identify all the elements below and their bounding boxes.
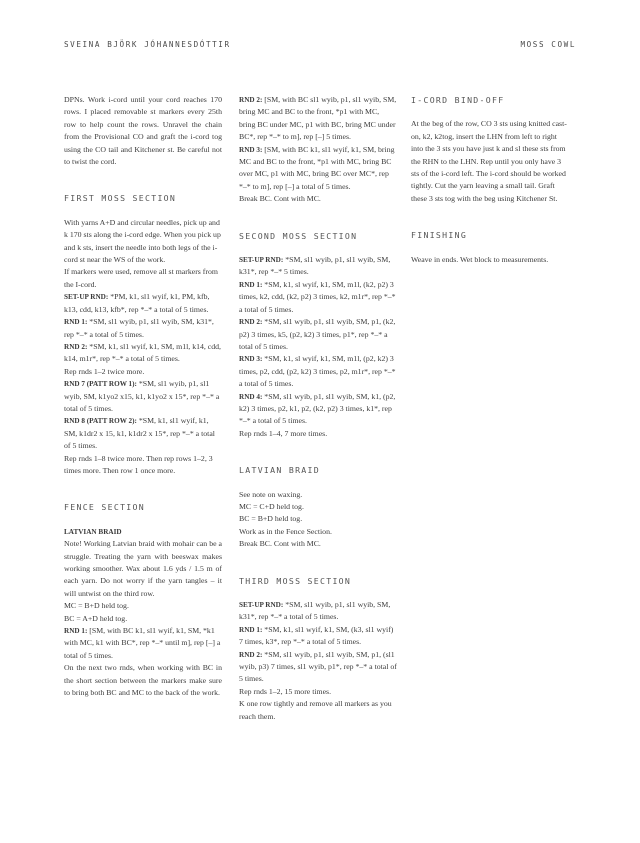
paragraph: If markers were used, remove all st markers from the I-cord. <box>64 267 218 289</box>
instruction-rnd-2 <box>64 341 222 366</box>
instruction-setup-rnd <box>239 599 397 624</box>
instruction-label: RND 4: <box>239 392 263 401</box>
paragraph: See note on waxing. <box>239 489 303 499</box>
instruction-rnd-3 <box>239 353 397 390</box>
paragraph: Break BC. Cont with MC. <box>239 539 321 549</box>
instruction-text: *SM, k1, sl1 wyif, k1, SM, (k3, sl1 wyif) 7 times, k3*, rep *–* a total of 5 times. <box>239 624 394 647</box>
instruction-label: RND 3: <box>239 355 263 364</box>
paragraph: Rep rnds 1–2, 15 more times. <box>239 686 332 696</box>
section-heading-latvian-braid: LATVIAN BRAID <box>239 465 320 476</box>
instruction-label: RND 1: <box>64 627 88 636</box>
running-head-author: SVEINA BJÖRK JÓHANNESDÓTTIR <box>64 40 231 49</box>
column-1 <box>64 94 222 699</box>
instruction-text: *SM, sl1 wyib, p1, sl1 wyib, SM, k31*, rep *–* a total of 5 times. <box>64 317 214 339</box>
section-heading-icord-bind-off: I-CORD BIND-OFF <box>411 95 505 105</box>
paragraph: BC = A+D held tog. <box>64 613 128 623</box>
instruction-label: SET-UP RND: <box>239 256 284 265</box>
instruction-label: SET-UP RND: <box>64 293 109 302</box>
instruction-label: RND 8 (PATT ROW 2): <box>64 417 137 426</box>
instruction-label: RND 1: <box>64 318 88 327</box>
instruction-rnd-2 <box>239 316 397 353</box>
instruction-text: *SM, sl1 wyib, p1, sl1 wyib, SM, k31*, rep *–* 5 times. <box>239 255 391 277</box>
paragraph: MC = C+D held tog. <box>239 501 304 511</box>
paragraph: Rep rnds 1–4, 7 more times. <box>239 428 328 438</box>
instruction-text: [SM, with BC k1, sl1 wyif, k1, SM, bring MC and BC to the front, *p1 with MC, bring BC over MC, p1 with MC, bring BC over MC*, rep *–* to m], rep [–] a total of 5 times. <box>239 144 395 191</box>
instruction-text: *SM, k1, sl wyif, k1, SM, m1l, (p2, k2) 3 times, p2, cdd, (p2, k2) 3 times, p2, m1r*, rep *–* a total of 5 times. <box>239 354 396 389</box>
instruction-rnd-2 <box>239 649 397 686</box>
instruction-rnd-1 <box>64 625 222 662</box>
instruction-label: SET-UP RND: <box>239 601 284 609</box>
section-heading-finishing: FINISHING <box>411 230 468 241</box>
instruction-label: RND 2: <box>239 318 263 327</box>
instruction-label: RND 2: <box>239 650 263 659</box>
instruction-rnd-4 <box>239 391 397 428</box>
subheading-latvian-braid: LATVIAN BRAID <box>64 527 122 536</box>
column-2 <box>239 94 397 723</box>
instruction-text: *SM, sl1 wyib, p1, sl1 wyib, SM, k1, (p2, k2) 3 times, p2, k1, p2, (k2, p2) 3 times, k1*, rep *–* a total of 5 times. <box>239 391 396 426</box>
section-heading-second-moss: SECOND MOSS SECTION <box>239 230 358 241</box>
instruction-text: *SM, sl1 wyib, p1, sl1 wyib, SM, k31*, rep *–* a total of 5 times. <box>239 600 391 622</box>
running-head-pattern-title: MOSS COWL <box>520 40 576 49</box>
note-paragraph: Note! Working Latvian braid with mohair can be a struggle. Treating the yarn with beeswax makes working smoother. Wax about 1.6 yds / 1.5 m of each yarn. Do not worry if the yarn tangles – it will untwist on the third row. <box>64 539 222 598</box>
instruction-rnd-1 <box>64 316 222 341</box>
section-heading-fence: FENCE SECTION <box>64 502 145 513</box>
instruction-setup-rnd <box>64 291 222 316</box>
instruction-label: RND 1: <box>239 280 263 289</box>
paragraph: Weave in ends. Wet block to measurements. <box>411 254 549 264</box>
instruction-rnd-3 <box>239 144 397 194</box>
instruction-text: *SM, sl1 wyib, p1, sl1 wyib, SM, p1, (k2, p2) 3 times, k5, (p2, k2) 3 times, p1*, rep *–* a total of 5 times. <box>239 317 396 351</box>
paragraph: Rep rnds 1–8 twice more. Then rep rows 1–2, 3 times more. Then row 1 once more. <box>64 453 213 475</box>
instruction-label: RND 7 (PATT ROW 1): <box>64 380 137 389</box>
instruction-label: RND 1: <box>239 625 263 634</box>
paragraph: Rep rnds 1–2 twice more. <box>64 366 145 376</box>
instruction-rnd-1 <box>239 279 397 316</box>
instruction-text: [SM, with BC k1, sl1 wyif, k1, SM, *k1 with MC, k1 with BC*, rep *–* until m], rep [–] a total of 5 times. <box>64 626 221 660</box>
column-3 <box>411 94 569 266</box>
paragraph: K one row tightly and remove all markers as you reach them. <box>239 699 392 721</box>
instruction-text: *SM, k1, sl1 wyif, k1, SM, m1l, k14, cdd, k14, m1r*, rep *–* a total of 5 times. <box>64 341 221 364</box>
section-heading-first-moss: FIRST MOSS SECTION <box>64 193 177 204</box>
paragraph: On the next two rnds, when working with BC in the short section between the markers make sure to bring both BC and MC to the back of the work. <box>64 663 222 698</box>
instruction-rnd-2 <box>239 94 397 144</box>
paragraph: BC = B+D held tog. <box>239 514 303 524</box>
instruction-text: *PM, k1, sl1 wyif, k1, PM, kfb, k13, cdd, k13, kfb*, rep *–* a total of 5 times. <box>64 292 210 314</box>
instruction-text: *SM, sl1 wyib, p1, sl1 wyib, SM, k1yo2 x15, k1, k1yo2 x 15*, rep *–* a total of 5 times. <box>64 379 220 413</box>
instruction-rnd-1 <box>239 624 397 649</box>
instruction-rnd-8 <box>64 415 222 452</box>
instruction-label: RND 3: <box>239 145 263 154</box>
instruction-rnd-7 <box>64 378 222 415</box>
instruction-label: RND 2: <box>64 342 88 351</box>
instruction-text: *SM, sl1 wyib, p1, sl1 wyib, SM, p1, (sl1 wyib, p3) 7 times, sl1 wyib, p1*, rep *–* a total of 5 times. <box>239 649 397 684</box>
instruction-text: *SM, k1, sl wyif, k1, SM, m1l, (k2, p2) 3 times, k2, cdd, (k2, p2) 3 times, k2, m1r*, rep *–* a total of 5 times. <box>239 279 396 314</box>
paragraph: Break BC. Cont with MC. <box>239 194 321 204</box>
paragraph: MC = B+D held tog. <box>64 601 129 611</box>
instruction-text: *SM, k1, sl1 wyif, k1, SM, k1dr2 x 15, k1, k1dr2 x 15*, rep *–* a total of 5 times. <box>64 416 215 451</box>
paragraph: Work as in the Fence Section. <box>239 526 332 536</box>
intro-paragraph: DPNs. Work i-cord until your cord reaches 170 rows. I placed removable st markers every 25th row to help count the rows. Unravel the chain from the Provisional CO and graft the i-cord tog using the CO tail and Kitchener st. Be careful not to twist the cord. <box>64 95 222 167</box>
paragraph: With yarns A+D and circular needles, pick up and k 170 sts along the i-cord edge. When you pick up and k sts, insert the needle into both legs of the i-cord st near the WS of the work. <box>64 217 221 265</box>
paragraph: At the beg of the row, CO 3 sts using knitted cast-on, k2, k2tog, insert the LHN from left to right into the 3 sts you have just k and sl these sts from the RHN to the LHN. Rep until you only have 3 sts of the i-cord left. The i-cord should be worked tightly. Cut the yarn leaving a small tail. Graft these 3 sts tog with the beg using Kitchener St. <box>411 119 567 203</box>
section-heading-third-moss: THIRD MOSS SECTION <box>239 575 352 586</box>
instruction-label: RND 2: <box>239 96 263 104</box>
instruction-text: [SM, with BC sl1 wyib, p1, sl1 wyib, SM, bring MC and BC to the front, *p1 with MC, bring BC under MC, p1 with BC, bring MC under BC*, rep *–* to m], rep [–] 5 times. <box>239 95 397 142</box>
instruction-setup-rnd <box>239 254 397 279</box>
